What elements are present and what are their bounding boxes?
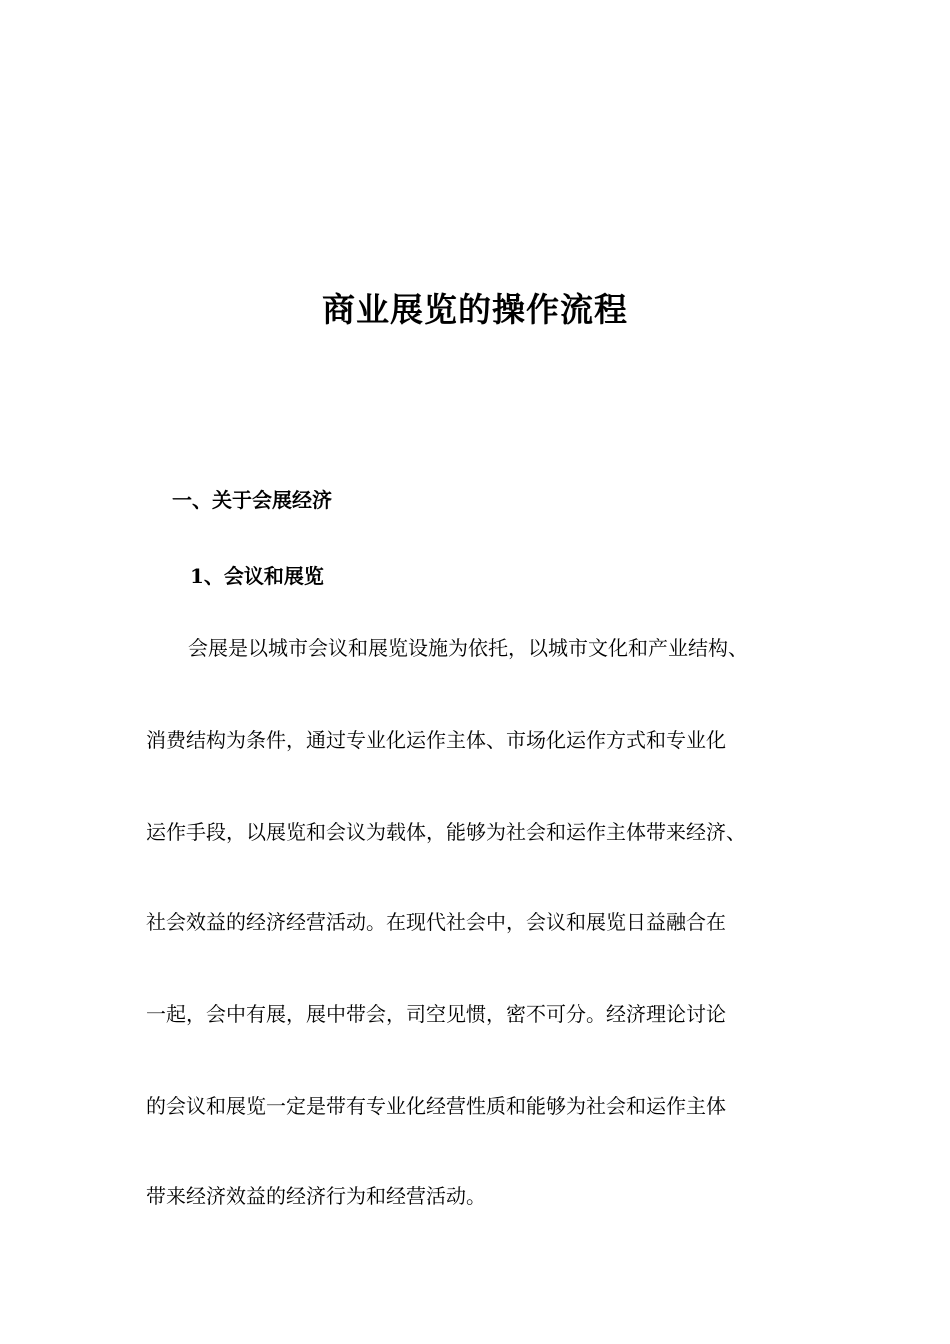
paragraph-line: 运作手段，以展览和会议为载体，能够为社会和运作主体带来经济、 [146, 820, 746, 844]
paragraph-line: 一起，会中有展，展中带会，司空见惯，密不可分。经济理论讨论 [146, 1002, 726, 1026]
section-heading: 一、关于会展经济 [172, 488, 332, 512]
paragraph-line: 的会议和展览一定是带有专业化经营性质和能够为社会和运作主体 [146, 1094, 726, 1118]
paragraph-line: 消费结构为条件，通过专业化运作主体、市场化运作方式和专业化 [146, 728, 726, 752]
paragraph-line: 会展是以城市会议和展览设施为依托，以城市文化和产业结构、 [188, 636, 748, 660]
paragraph-line: 带来经济效益的经济行为和经营活动。 [146, 1184, 486, 1208]
document-title: 商业展览的操作流程 [322, 290, 628, 329]
subsection-heading: 1、会议和展览 [190, 564, 324, 588]
paragraph-line: 社会效益的经济经营活动。在现代社会中，会议和展览日益融合在 [146, 910, 726, 934]
